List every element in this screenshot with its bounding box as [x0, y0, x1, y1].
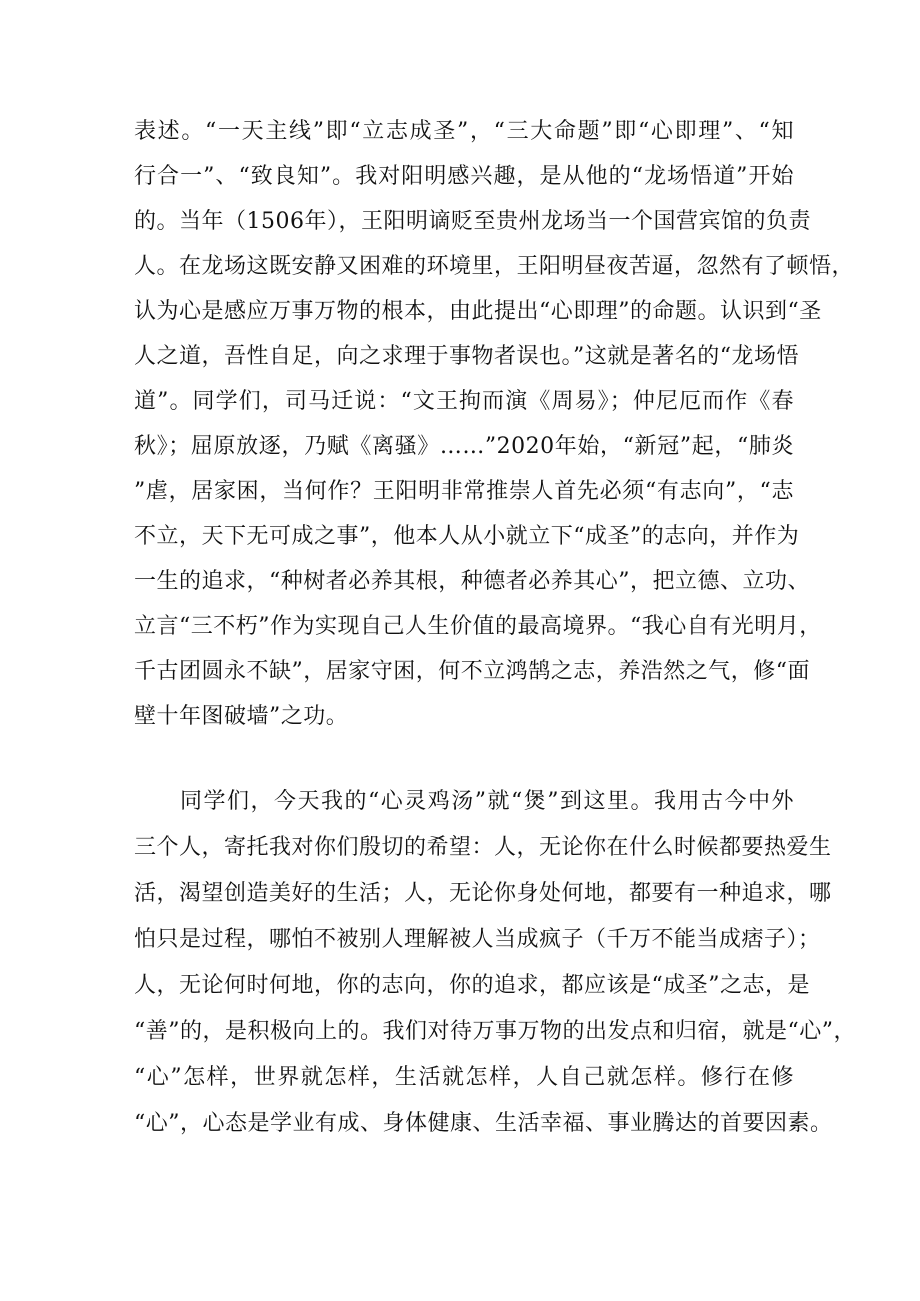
text-line: 行合一”、“致良知”。我对阳明感兴趣，是从他的“龙场悟道”开始	[134, 164, 794, 189]
text-line: 人之道，吾性自足，向之求理于事物者误也。”这就是著名的“龙场悟	[134, 344, 799, 369]
text-line: 秋》；屈原放逐，乃赋《离骚》……”2020年始，“新冠”起，“肺炎	[134, 434, 794, 459]
text-line: 三个人，寄托我对你们殷切的希望：人，无论你在什么时候都要热爱生	[134, 835, 832, 860]
text-line: 不立，天下无可成之事”，他本人从小就立下“成圣”的志向，并作为	[134, 524, 800, 549]
text-line: 千古团圆永不缺”，居家守困，何不立鸿鹄之志，养浩然之气，修“面	[134, 659, 810, 684]
text-line: “心”，心态是学业有成、身体健康、生活幸福、事业腾达的首要因素。	[134, 1111, 833, 1136]
text-line: 立言“三不朽”作为实现自己人生价值的最高境界。“我心自有光明月，	[134, 614, 822, 639]
text-line: ”虐，居家困，当何作？王阳明非常推崇人首先必须“有志向”，“志	[134, 479, 794, 504]
text-line: “善”的，是积极向上的。我们对待万事万物的出发点和归宿，就是“心”，	[134, 1019, 856, 1044]
text-line: 表述。“一天主线”即“立志成圣”，“三大命题”即“心即理”、“知	[134, 119, 794, 144]
text-line: 怕只是过程，哪怕不被别人理解被人当成疯子（千万不能当成痞子）；	[134, 927, 821, 952]
text-line: “心”怎样，世界就怎样，生活就怎样，人自己就怎样。修行在修	[134, 1065, 794, 1090]
text-line: 的。当年（1506年），王阳明谪贬至贵州龙场当一个国营宾馆的负责	[134, 209, 811, 234]
text-line: 道”。同学们，司马迁说：“文王拘而演《周易》；仲尼厄而作《春	[134, 389, 794, 414]
text-line: 人。在龙场这既安静又困难的环境里，王阳明昼夜苦逼，忽然有了顿悟，	[134, 254, 855, 279]
text-line: 活，渴望创造美好的生活；人，无论你身处何地，都要有一种追求，哪	[134, 881, 832, 906]
text-line: 人，无论何时何地，你的志向，你的追求，都应该是“成圣”之志，是	[134, 973, 810, 998]
text-line: 认为心是感应万事万物的根本，由此提出“心即理”的命题。认识到“圣	[134, 299, 822, 324]
text-line: 壁十年图破墙”之功。	[134, 704, 349, 729]
text-line: 同学们，今天我的“心灵鸡汤”就“煲”到这里。我用古今中外	[180, 789, 794, 814]
text-line: 一生的追求，“种树者必养其根，种德者必养其心”，把立德、立功、	[134, 569, 810, 594]
